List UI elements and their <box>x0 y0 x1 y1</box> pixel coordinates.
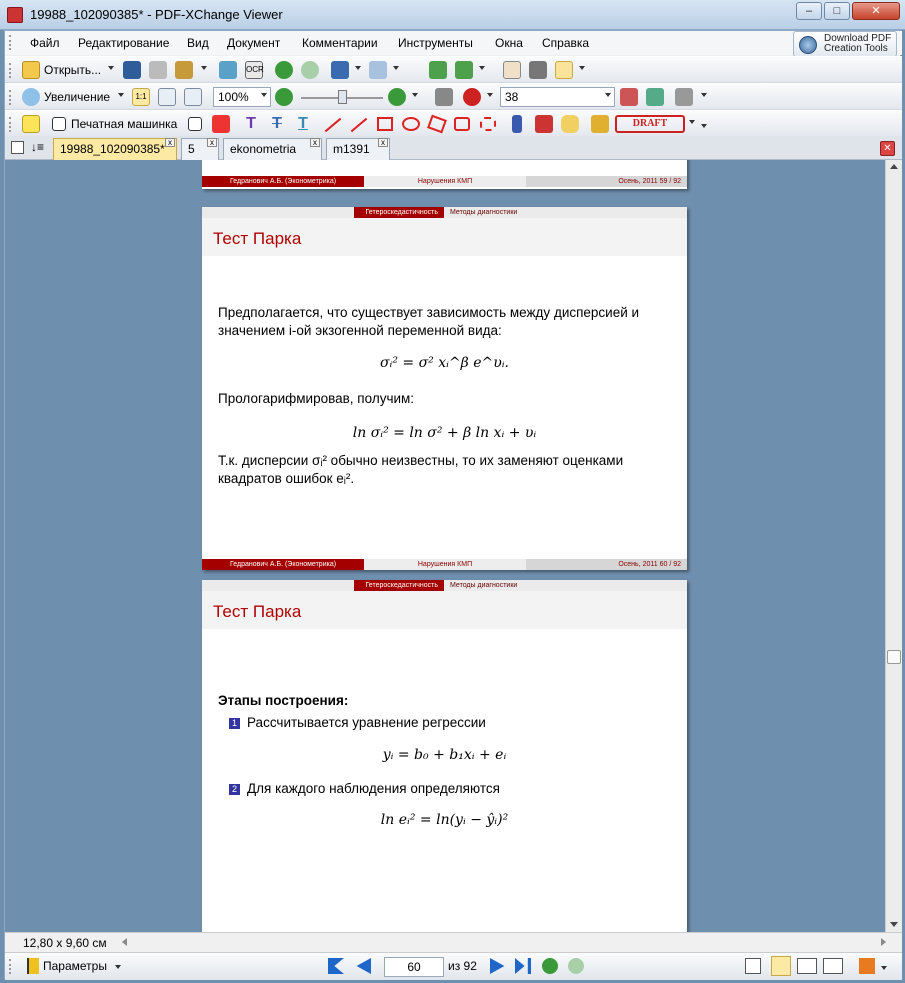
search-web-icon[interactable] <box>463 88 481 106</box>
tab-label: 19988_102090385* <box>60 142 165 156</box>
find-next-icon[interactable] <box>646 88 664 106</box>
download-line2: Creation Tools <box>824 43 888 54</box>
eraser-icon[interactable] <box>561 115 579 133</box>
page-count: из 92 <box>448 959 477 973</box>
email-icon[interactable] <box>175 61 193 79</box>
facing-pages-icon[interactable] <box>797 958 817 974</box>
toolbar-overflow[interactable] <box>701 124 707 128</box>
ocr-icon[interactable]: OCR <box>245 61 263 79</box>
print-icon[interactable] <box>149 61 167 79</box>
p61-step1: Рассчитывается уравнение регрессии <box>247 715 486 730</box>
page-footer <box>202 559 687 570</box>
page-59 <box>202 160 687 189</box>
open-folder-icon[interactable] <box>22 61 40 79</box>
page-60 <box>202 207 687 570</box>
stamp-dropdown[interactable] <box>689 120 695 124</box>
footer-page: Осень, 2011 60 / 92 <box>526 559 687 570</box>
tab-list-icon[interactable] <box>11 141 24 154</box>
zoom-level-dropdown[interactable] <box>261 93 267 97</box>
previous-page-icon[interactable] <box>355 958 371 974</box>
step-number-2: 2 <box>229 784 240 795</box>
layout-dropdown[interactable] <box>881 966 887 970</box>
p60-para3: Т.к. дисперсии σᵢ² обычно неизвестны, то их заменяют оценками квадратов ошибок eᵢ². <box>218 453 624 486</box>
select-dropdown[interactable] <box>579 66 585 70</box>
document-view[interactable] <box>5 160 885 932</box>
p61-step2: Для каждого наблюдения определяются <box>247 781 500 796</box>
scroll-down-arrow[interactable] <box>890 922 898 927</box>
redo-dropdown[interactable] <box>393 66 399 70</box>
slide-title: Тест Парка <box>213 229 302 248</box>
download-pdf-tools-button[interactable] <box>793 31 897 57</box>
toolbar-comments <box>5 110 902 137</box>
footer-section: Нарушения КМП <box>364 559 526 570</box>
tab-close-icon[interactable]: x <box>378 138 388 147</box>
rotate-dropdown[interactable] <box>479 66 485 70</box>
filter-icon[interactable] <box>675 88 693 106</box>
p60-formula2: ln σᵢ² = ln σ² + β ln xᵢ + υᵢ <box>352 425 537 441</box>
line-tool-icon[interactable] <box>351 118 368 132</box>
tab-label: ekonometria <box>230 142 297 156</box>
tab-close-icon[interactable]: x <box>310 138 320 147</box>
find-previous-icon[interactable] <box>620 88 638 106</box>
title-bar <box>0 0 905 30</box>
download-line1: Download PDF <box>824 33 892 44</box>
tab-doc-2[interactable] <box>181 138 219 160</box>
strikeout-text-icon[interactable]: T <box>272 115 282 132</box>
footer-author: Гедранович А.Б. (Эконометрика) <box>202 559 364 570</box>
vertical-scrollbar[interactable] <box>885 160 902 932</box>
toolbar-grip[interactable] <box>9 90 12 105</box>
close-button[interactable]: ✕ <box>852 2 900 20</box>
draft-stamp-button[interactable]: DRAFT <box>615 115 685 133</box>
pencil-icon[interactable] <box>535 115 553 133</box>
nav-section-2: Методы диагностики <box>444 580 523 591</box>
menu-windows[interactable]: Окна <box>495 36 523 50</box>
download-globe-icon <box>799 36 817 54</box>
export-icon[interactable] <box>219 61 237 79</box>
actual-size-icon[interactable]: 1:1 <box>132 88 150 106</box>
tab-doc-1[interactable] <box>53 138 177 160</box>
tab-close-icon[interactable]: x <box>165 138 175 147</box>
page-number-input[interactable] <box>384 957 444 977</box>
pin-icon[interactable] <box>512 115 522 133</box>
undo-icon[interactable] <box>331 61 349 79</box>
search-dropdown[interactable] <box>487 93 493 97</box>
search-field-dropdown[interactable] <box>605 93 611 97</box>
zoom-in-dropdown[interactable] <box>412 93 418 97</box>
back-view-icon[interactable] <box>542 958 558 974</box>
toolbar-grip[interactable] <box>9 63 12 78</box>
footer-page: Осень, 2011 59 / 92 <box>526 176 687 187</box>
zoom-out-icon[interactable] <box>275 88 293 106</box>
open-button[interactable]: Открыть... <box>44 63 102 77</box>
search-field[interactable] <box>500 87 615 107</box>
tab-label: m1391 <box>333 142 370 156</box>
slide-title-bar <box>202 218 687 256</box>
flag-icon <box>27 958 39 974</box>
forward-view-icon[interactable] <box>568 958 584 974</box>
slide-navbar <box>202 207 687 218</box>
fit-width-icon[interactable] <box>184 88 202 106</box>
callout-icon[interactable] <box>212 115 230 133</box>
zoom-button[interactable]: Увеличение <box>44 90 111 104</box>
zoom-level-combo[interactable] <box>213 87 271 107</box>
step-number-1: 1 <box>229 718 240 729</box>
email-dropdown[interactable] <box>201 66 207 70</box>
binoculars-icon[interactable] <box>435 88 453 106</box>
snapshot-icon[interactable] <box>529 61 547 79</box>
p60-formula1: σᵢ² = σ² xᵢ^β e^υᵢ. <box>379 355 509 371</box>
arrow-tool-icon[interactable] <box>325 118 342 132</box>
tab-doc-3[interactable] <box>223 138 322 160</box>
typewriter-icon[interactable] <box>52 117 66 131</box>
menu-file[interactable]: Файл <box>30 36 60 50</box>
page-size-readout: 12,80 x 9,60 см <box>23 936 107 950</box>
slide-title: Тест Парка <box>213 602 302 621</box>
cloud-tool-icon[interactable] <box>480 117 496 131</box>
app-frame <box>4 30 901 979</box>
zoom-slider-thumb[interactable] <box>338 90 347 104</box>
polygon-tool-icon[interactable] <box>427 115 447 134</box>
single-page-icon[interactable] <box>745 958 761 974</box>
toolbar-zoom <box>5 83 902 110</box>
close-document-button[interactable]: ✕ <box>880 141 895 156</box>
redo-icon[interactable] <box>369 61 387 79</box>
p61-formula1: yᵢ = b₀ + b₁xᵢ + eᵢ <box>382 747 507 763</box>
page-61 <box>202 580 687 932</box>
filter-dropdown[interactable] <box>701 93 707 97</box>
hand-tool-icon[interactable] <box>503 61 521 79</box>
toolbar-grip[interactable] <box>9 117 12 132</box>
textbox-icon[interactable] <box>188 117 202 131</box>
menu-bar <box>5 31 902 55</box>
footer-section: Нарушения КМП <box>364 176 526 187</box>
hscroll-right-arrow[interactable] <box>881 938 886 946</box>
nav-section-1: Гетероскедастичность <box>354 580 444 591</box>
p60-para2: Прологарифмировав, получим: <box>218 391 415 406</box>
hscroll-left-arrow[interactable] <box>122 938 127 946</box>
window-title: 19988_102090385* - PDF-XChange Viewer <box>30 7 283 22</box>
search-field-value: 38 <box>505 90 519 104</box>
last-page-icon[interactable] <box>515 958 531 974</box>
nav-section-1: Гетероскедастичность <box>354 207 444 218</box>
menu-edit[interactable]: Редактирование <box>78 36 170 50</box>
menu-view[interactable]: Вид <box>187 36 209 50</box>
continuous-facing-icon[interactable] <box>823 958 843 974</box>
back-icon[interactable] <box>275 61 293 79</box>
slide-title-bar <box>202 591 687 629</box>
rectangle-tool-icon[interactable] <box>377 117 393 131</box>
highlight-text-icon[interactable]: T <box>246 115 256 132</box>
maximize-button[interactable]: □ <box>824 2 850 20</box>
p61-heading: Этапы построения: <box>218 693 349 708</box>
forward-icon[interactable] <box>301 61 319 79</box>
params-button[interactable]: Параметры <box>43 959 107 973</box>
underline-text-icon[interactable]: T <box>298 115 308 132</box>
footer-author: Гедранович А.Б. (Эконометрика) <box>202 176 364 187</box>
menu-help[interactable]: Справка <box>542 36 590 50</box>
stamp-icon[interactable] <box>591 115 609 133</box>
params-dropdown[interactable] <box>115 965 121 969</box>
continuous-page-icon[interactable] <box>771 956 791 976</box>
p60-para1: Предполагается, что существует зависимость между дисперсией и значением i-ой экзогенной переменной вида: <box>218 305 640 338</box>
select-text-icon[interactable] <box>555 61 573 79</box>
page-footer <box>202 176 687 187</box>
p61-formula2: ln eᵢ² = ln(yᵢ − ŷᵢ)² <box>380 812 509 828</box>
toolbar-grip[interactable] <box>9 959 12 974</box>
page-number-value: 60 <box>407 960 421 974</box>
scroll-up-arrow[interactable] <box>890 164 898 169</box>
minimize-button[interactable]: – <box>796 2 822 20</box>
oval-tool-icon[interactable] <box>402 117 420 131</box>
status-bar <box>5 932 902 952</box>
undo-dropdown[interactable] <box>355 66 361 70</box>
rotate-right-icon[interactable] <box>455 61 473 79</box>
next-page-icon[interactable] <box>490 958 506 974</box>
menu-comments[interactable]: Комментарии <box>302 36 378 50</box>
toolbar-file <box>5 56 902 83</box>
navigation-bar <box>5 952 902 980</box>
typewriter-button[interactable]: Печатная машинка <box>71 117 178 131</box>
page-layout-options-icon[interactable] <box>859 958 875 974</box>
zoom-icon[interactable] <box>22 88 40 106</box>
fit-page-icon[interactable] <box>158 88 176 106</box>
slide-navbar <box>202 580 687 591</box>
rotate-left-icon[interactable] <box>429 61 447 79</box>
sort-tabs-icon[interactable]: ↓≡ <box>31 140 45 154</box>
menu-document[interactable]: Документ <box>227 36 281 50</box>
menu-tools[interactable]: Инструменты <box>398 36 473 50</box>
scroll-thumb[interactable] <box>887 650 901 664</box>
zoom-level-value: 100% <box>218 90 249 104</box>
tab-doc-4[interactable] <box>326 138 390 160</box>
document-tabs <box>5 136 902 160</box>
zoom-dropdown[interactable] <box>118 93 124 97</box>
app-icon[interactable] <box>7 7 23 23</box>
first-page-icon[interactable] <box>328 958 344 974</box>
zoom-in-icon[interactable] <box>388 88 406 106</box>
tab-close-icon[interactable]: x <box>207 138 217 147</box>
tab-label: 5 <box>188 142 195 156</box>
pentagon-tool-icon[interactable] <box>454 117 470 131</box>
menu-grip[interactable] <box>9 35 12 50</box>
open-dropdown[interactable] <box>108 66 114 70</box>
save-icon[interactable] <box>123 61 141 79</box>
nav-section-2: Методы диагностики <box>444 207 523 218</box>
sticky-note-icon[interactable] <box>22 115 40 133</box>
